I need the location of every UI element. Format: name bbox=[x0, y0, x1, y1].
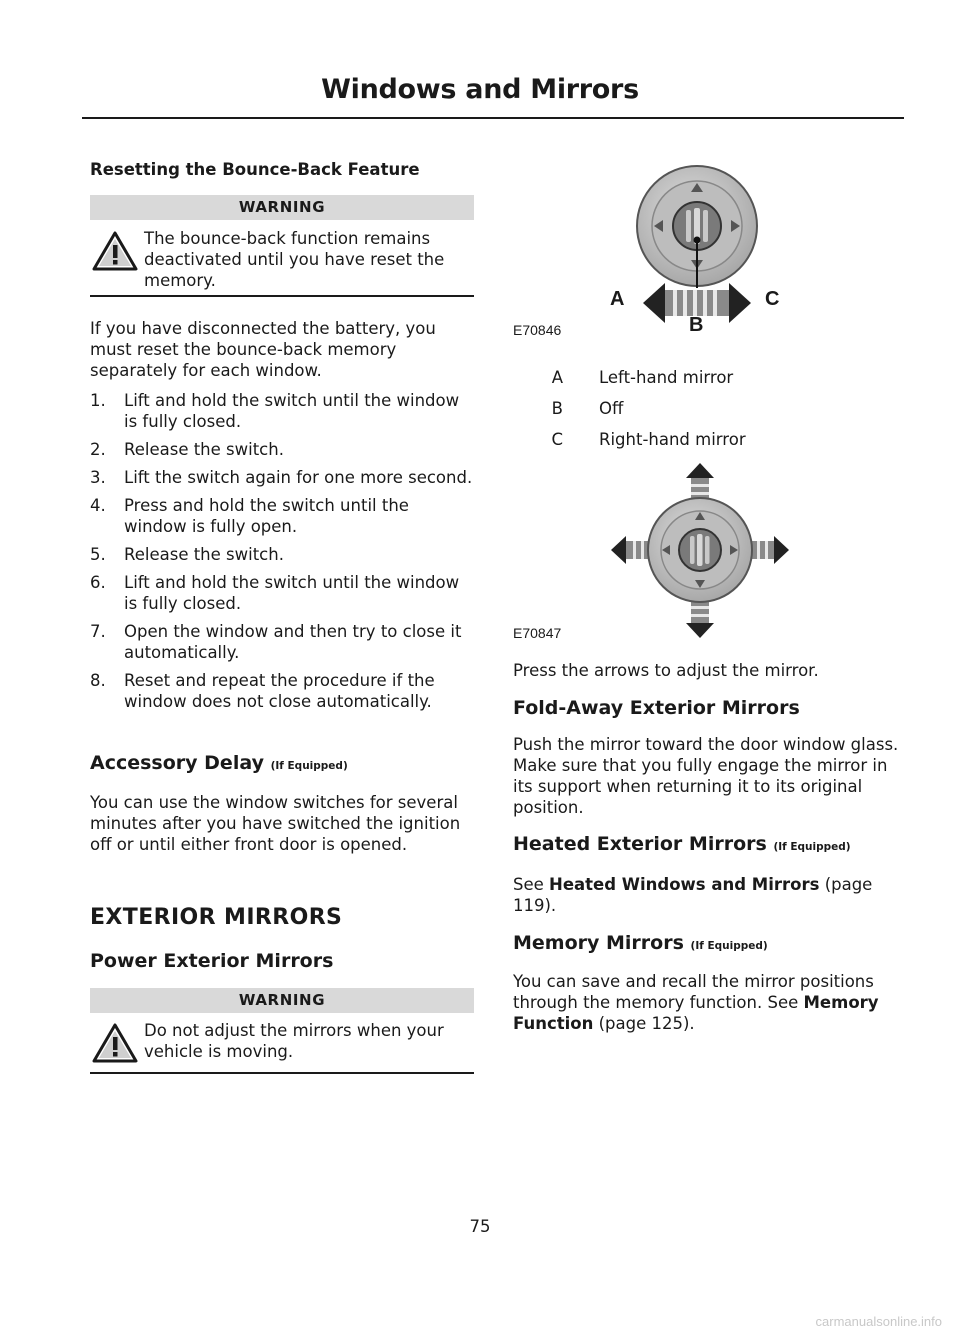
heated-mirrors-heading: Heated Exterior Mirrors (If Equipped) bbox=[513, 833, 851, 855]
list-item: 5. Release the switch. bbox=[90, 545, 284, 564]
list-item: 3. Lift the switch again for one more second. bbox=[90, 468, 473, 487]
heated-windows-link[interactable]: Heated Windows and Mirrors bbox=[549, 875, 820, 894]
warning-triangle-icon bbox=[92, 230, 138, 272]
label-a: A bbox=[610, 288, 625, 310]
page-number: 75 bbox=[469, 1217, 491, 1236]
accessory-delay-heading: Accessory Delay (If Equipped) bbox=[90, 752, 348, 774]
label-b: B bbox=[689, 314, 704, 336]
mirror-selector-figure bbox=[613, 158, 813, 348]
memory-function-link[interactable]: Memory Function bbox=[513, 993, 879, 1033]
list-item: 6. Lift and hold the switch until the window is fully closed. bbox=[90, 573, 460, 613]
watermark: carmanualsonline.info bbox=[815, 1314, 942, 1329]
figure-code: E70846 bbox=[513, 322, 562, 338]
warning-label: WARNING bbox=[90, 195, 474, 220]
figure-code: E70847 bbox=[513, 625, 562, 641]
list-item: 7. Open the window and then try to close it automatically. bbox=[90, 622, 462, 662]
reset-steps-list bbox=[90, 390, 474, 719]
memory-mirrors-heading: Memory Mirrors (If Equipped) bbox=[513, 932, 768, 954]
page-header-title: Windows and Mirrors bbox=[321, 74, 639, 105]
power-mirrors-heading: Power Exterior Mirrors bbox=[90, 950, 334, 972]
reset-heading: Resetting the Bounce-Back Feature bbox=[90, 160, 420, 179]
list-item: 4. Press and hold the switch until the window is fully open. bbox=[90, 496, 409, 536]
warning-rule bbox=[90, 1072, 474, 1074]
warning-label: WARNING bbox=[90, 988, 474, 1013]
warning-rule bbox=[90, 295, 474, 297]
adjust-text: Press the arrows to adjust the mirror. bbox=[513, 661, 819, 680]
exterior-mirrors-heading: EXTERIOR MIRRORS bbox=[90, 905, 343, 930]
if-equipped-note: (If Equipped) bbox=[773, 841, 851, 853]
warning-text: The bounce-back function remains deactivated until you have reset the memory. bbox=[144, 229, 445, 290]
reset-intro: If you have disconnected the battery, you must reset the bounce-back memory separately for each window. bbox=[90, 319, 436, 380]
warning-triangle-icon bbox=[92, 1022, 138, 1064]
label-c: C bbox=[765, 288, 780, 310]
header-rule bbox=[82, 117, 904, 119]
memory-mirrors-text: You can save and recall the mirror positions through the memory function. See Memory Function (page 125). bbox=[513, 972, 879, 1033]
if-equipped-note: (If Equipped) bbox=[690, 940, 768, 952]
mirror-adjust-figure bbox=[605, 460, 795, 642]
list-item: 2. Release the switch. bbox=[90, 440, 284, 459]
list-item: 8. Reset and repeat the procedure if the window does not close automatically. bbox=[90, 671, 435, 711]
heated-mirrors-text: See Heated Windows and Mirrors (page 119). bbox=[513, 875, 873, 915]
accessory-delay-text: You can use the window switches for several minutes after you have switched the ignition off or until either front door is opened. bbox=[90, 793, 461, 854]
fold-away-heading: Fold-Away Exterior Mirrors bbox=[513, 697, 800, 719]
fold-away-text: Push the mirror toward the door window glass. Make sure that you fully engage the mirror in its support when returning it to its original position. bbox=[513, 735, 899, 817]
if-equipped-note: (If Equipped) bbox=[270, 760, 348, 772]
list-item: 1. Lift and hold the switch until the window is fully closed. bbox=[90, 391, 460, 431]
warning-text: Do not adjust the mirrors when your vehicle is moving. bbox=[144, 1021, 444, 1061]
